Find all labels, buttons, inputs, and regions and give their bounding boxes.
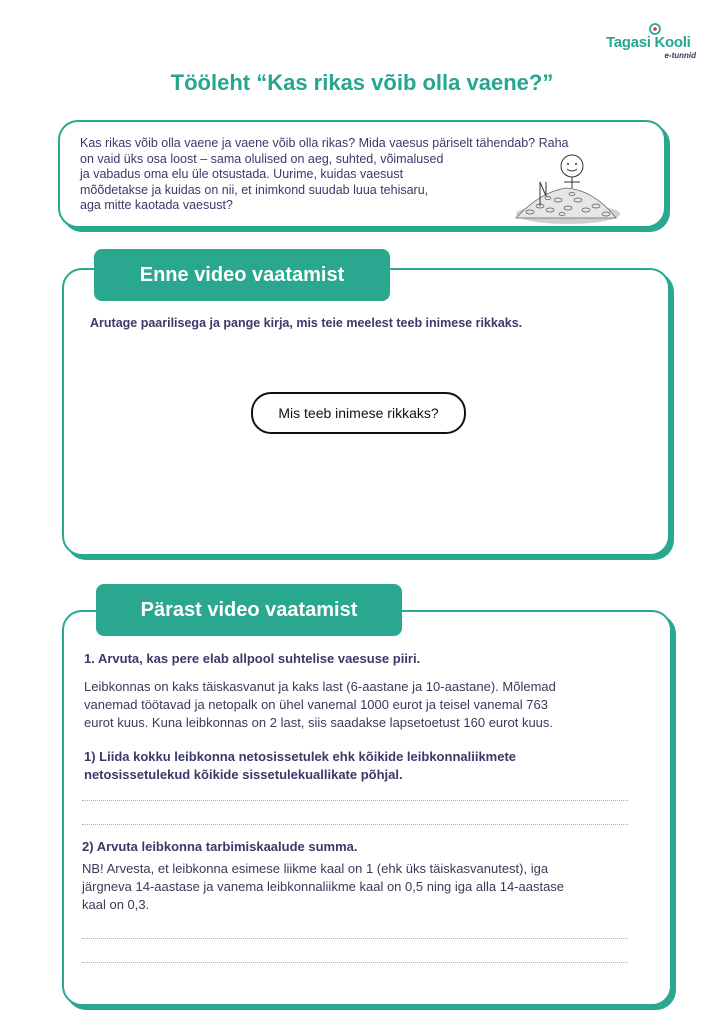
logo bbox=[606, 22, 702, 62]
intro-line: on vaid üks osa loost – sama olulised on aeg, suhted, võimalused bbox=[80, 151, 444, 166]
answer-line[interactable] bbox=[82, 938, 628, 939]
task-line: eurot kuus. Kuna leibkonnas on 2 last, siis saadakse lapsetoetust 160 eurot kuus. bbox=[84, 715, 554, 730]
note-line: NB! Arvesta, et leibkonna esimese liikme kaal on 1 (ehk üks täiskasvanutest), iga bbox=[82, 861, 549, 876]
intro-line: aga mitte kaotada vaesust? bbox=[80, 198, 233, 212]
weights-note bbox=[82, 860, 564, 914]
note-line: kaal on 0,3. bbox=[82, 897, 150, 912]
intro-line: ja vabadus oma elu üle otsustada. Uurime, kuidas vaesust bbox=[80, 167, 404, 181]
subquestion-1-line: netosissetulekud kõikide sissetulekuallikate põhjal. bbox=[84, 767, 403, 782]
subquestion-2: 2) Arvuta leibkonna tarbimiskaalude summa. bbox=[82, 839, 358, 854]
answer-line[interactable] bbox=[82, 800, 628, 801]
before-video-instruction: Arutage paarilisega ja pange kirja, mis teie meelest teeb inimese rikkaks. bbox=[90, 316, 523, 330]
intro-line: mõõdetakse ja kuidas on nii, et inimkond suudab luua tehisaru, bbox=[80, 182, 429, 197]
after-video-heading: Pärast video vaatamist bbox=[96, 584, 402, 636]
after-video-box bbox=[62, 610, 672, 1006]
answer-line[interactable] bbox=[82, 962, 628, 963]
page-title: Tööleht “Kas rikas võib olla vaene?” bbox=[170, 70, 554, 95]
money-pile-illustration-icon bbox=[510, 152, 620, 224]
logo-sub: e-tunnid bbox=[664, 51, 696, 60]
intro-box bbox=[58, 120, 666, 228]
answer-line[interactable] bbox=[82, 824, 628, 825]
intro-line: Kas rikas võib olla vaene ja vaene võib olla rikas? Mida vaesus päriselt tähendab? Raha bbox=[80, 136, 569, 150]
note-line: järgneva 14-aastase ja vanema leibkonnaliikme kaal on 0,5 ning iga alla 14-aastase bbox=[82, 879, 565, 894]
mind-map-center: Mis teeb inimese rikkaks? bbox=[251, 392, 466, 434]
subquestion-1 bbox=[84, 748, 516, 784]
logo-name: Tagasi Kooli bbox=[606, 34, 691, 51]
question-1: 1. Arvuta, kas pere elab allpool suhtelise vaesuse piiri. bbox=[84, 651, 421, 666]
before-video-heading: Enne video vaatamist bbox=[94, 249, 390, 301]
subquestion-1-line: 1) Liida kokku leibkonna netosissetulek ehk kõikide leibkonnaliikmete bbox=[84, 749, 517, 764]
task-description bbox=[84, 678, 556, 732]
task-line: vanemad töötavad ja netopalk on ühel vanemal 1000 eurot ja teisel vanemal 763 bbox=[84, 697, 548, 712]
task-line: Leibkonnas on kaks täiskasvanut ja kaks last (6-aastane ja 10-aastane). Mõlemad bbox=[84, 679, 556, 694]
